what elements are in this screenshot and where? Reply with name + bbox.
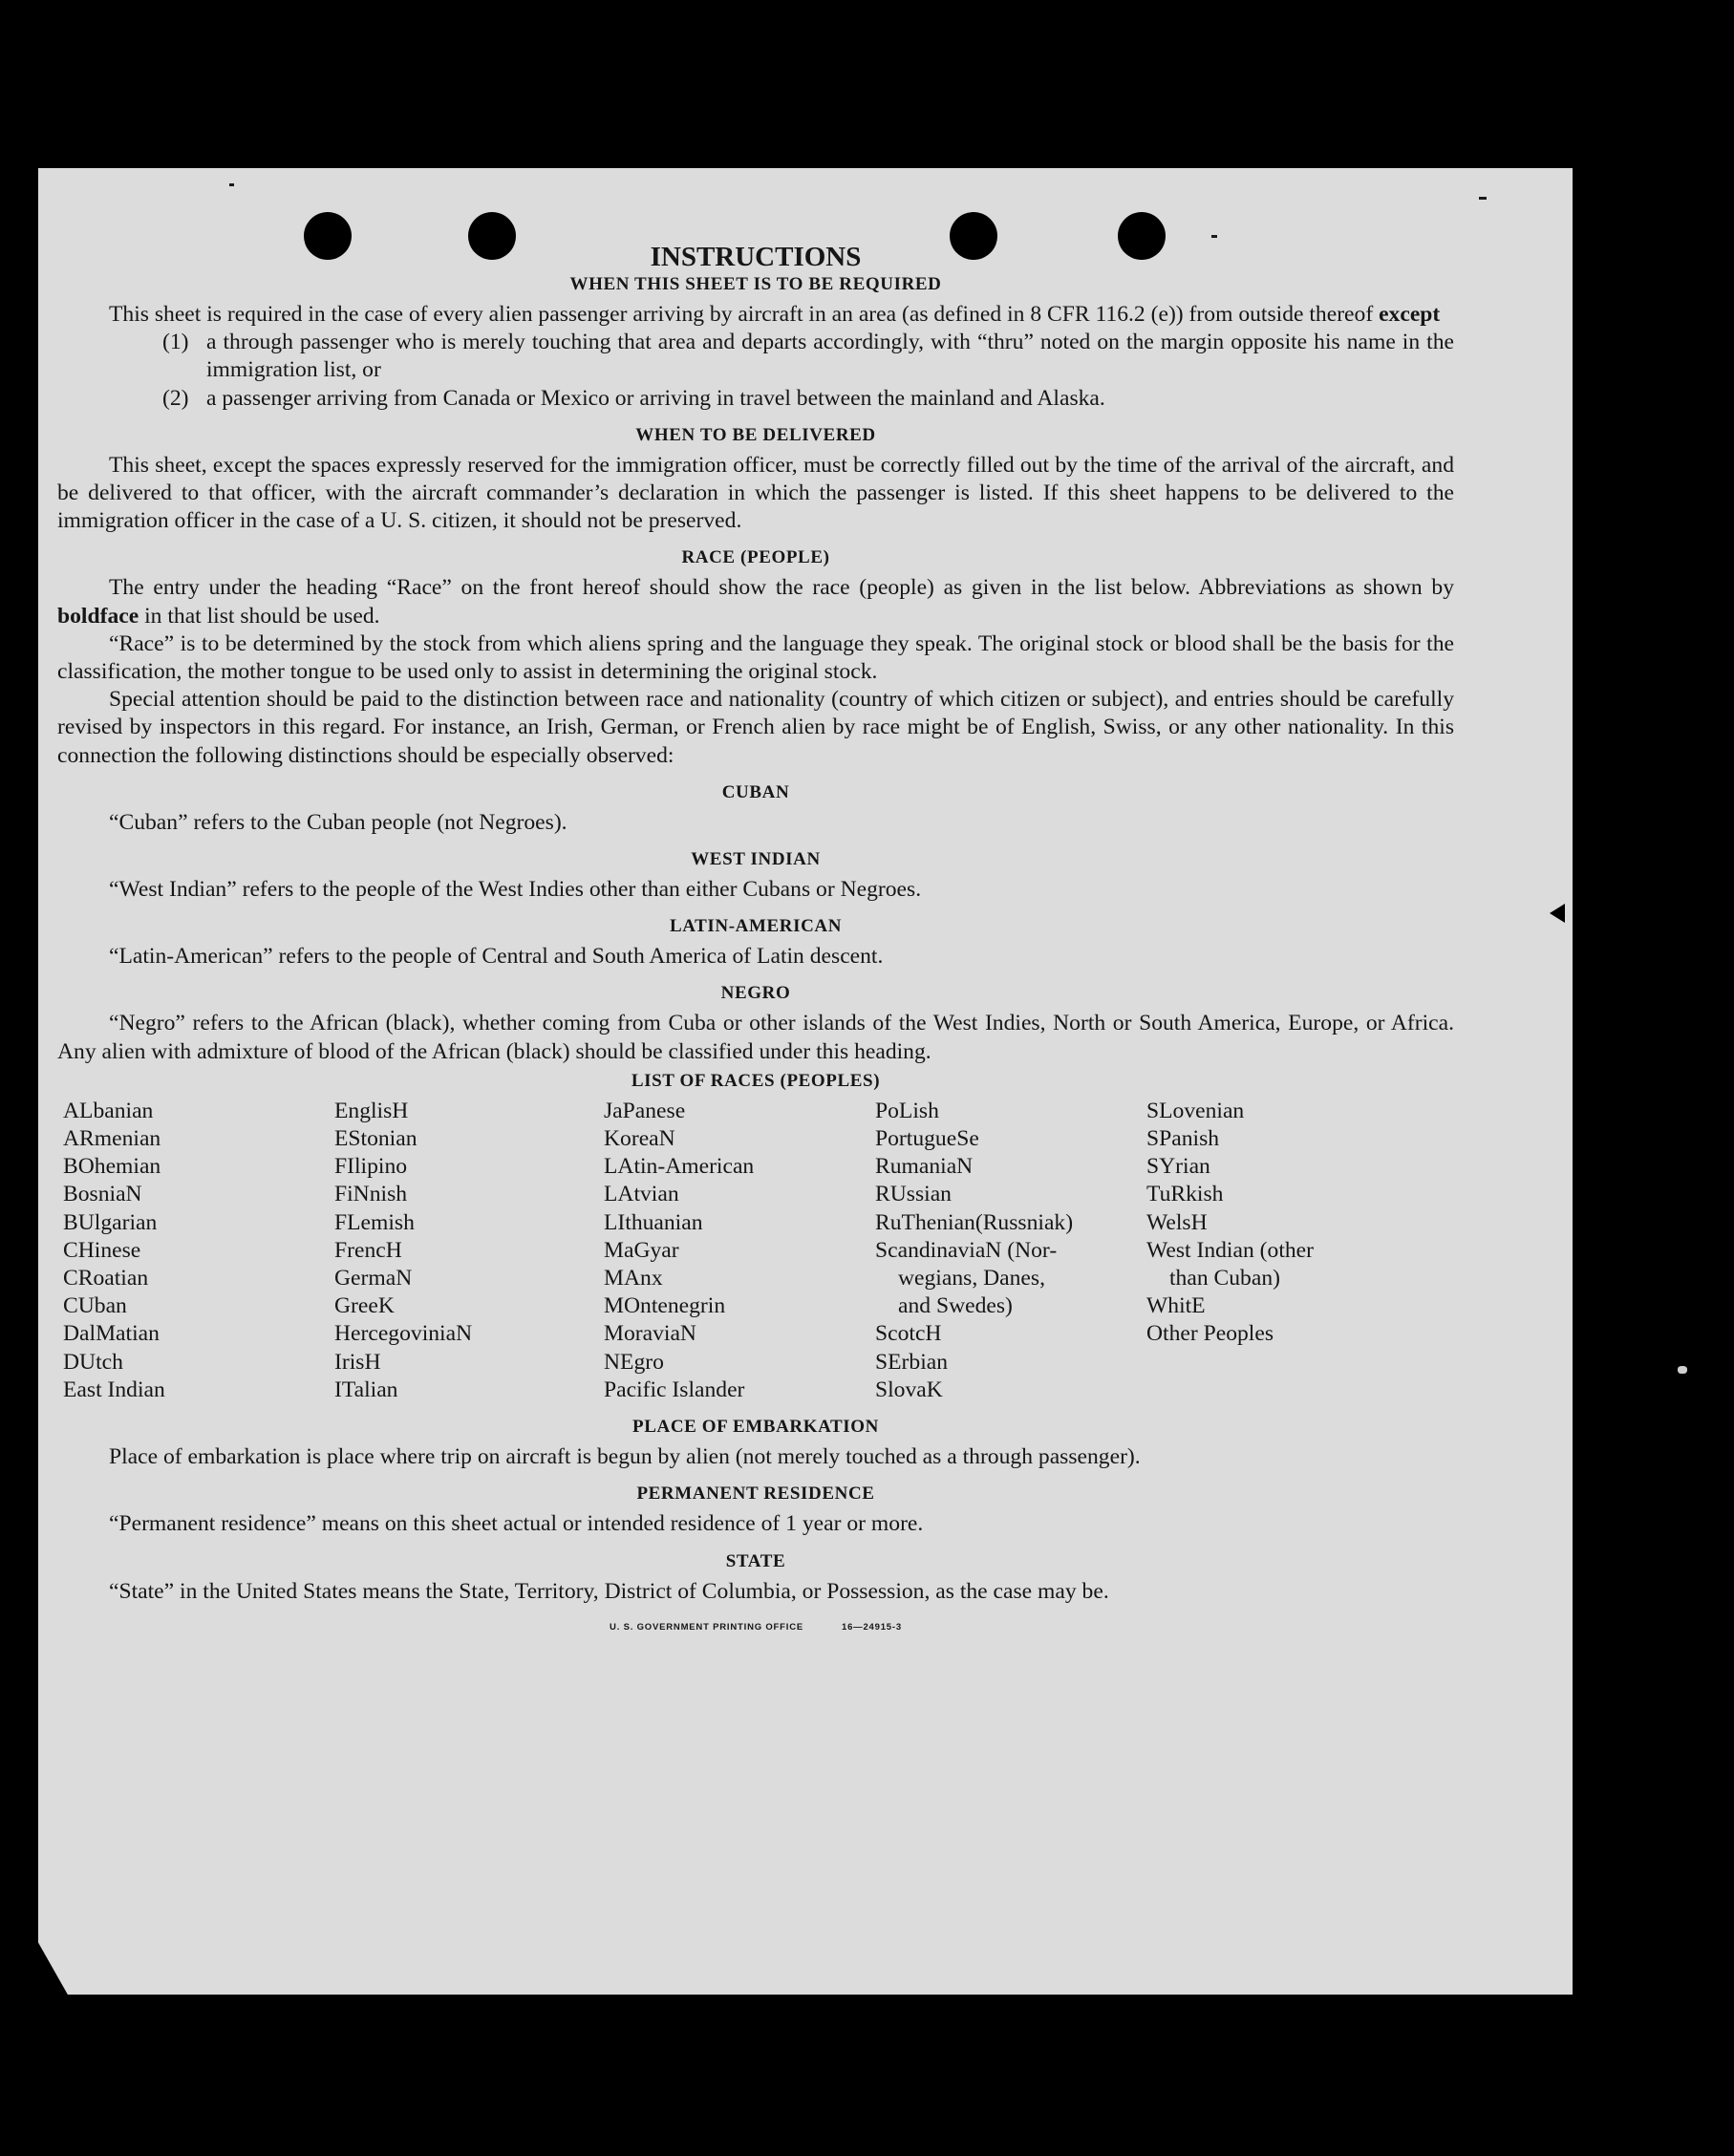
heading-race: RACE (PEOPLE) bbox=[681, 547, 830, 568]
race-entry: RuThenian(Russniak) bbox=[875, 1209, 1074, 1235]
race-entry: EnglisH bbox=[334, 1098, 409, 1123]
edge-tab bbox=[1550, 904, 1565, 923]
sheet-content bbox=[57, 241, 1454, 1641]
race-entry: PoLish bbox=[875, 1098, 939, 1123]
scan-speck bbox=[1211, 235, 1217, 238]
race-entry: HercegoviniaN bbox=[334, 1321, 473, 1347]
races-column bbox=[334, 1098, 604, 1404]
race-entry: MAnx bbox=[604, 1266, 663, 1291]
race-entry: MOntenegrin bbox=[604, 1293, 726, 1319]
west-indian-text: “West Indian” refers to the people of the West Indies other than either Cubans or Negroes. bbox=[109, 877, 922, 903]
race-entry: ScotcH bbox=[875, 1321, 942, 1347]
heading-when-delivered: WHEN TO BE DELIVERED bbox=[635, 424, 876, 445]
race-entry: DalMatian bbox=[63, 1321, 160, 1347]
negro-text: “Negro” refers to the African (black), whether coming from Cuba or other islands of the West Indies, North or South America, Europe, or Africa. Any alien with admixture of blood of the African (black) should be classified under this heading. bbox=[57, 1011, 1454, 1064]
race-entry: wegians, Danes, bbox=[898, 1266, 1045, 1291]
when-required-intro: This sheet is required in the case of every alien passenger arriving by aircraft in an area (as defined in 8 CFR 116.2 (e)) from outside thereof except bbox=[109, 302, 1441, 327]
race-entry: LIthuanian bbox=[604, 1209, 703, 1235]
race-entry: SErbian bbox=[875, 1349, 949, 1375]
race-entry: ARmenian bbox=[63, 1126, 161, 1152]
race-entry: TuRkish bbox=[1146, 1182, 1224, 1207]
race-entry: than Cuban) bbox=[1169, 1266, 1280, 1291]
race-entry: MoraviaN bbox=[604, 1321, 696, 1347]
race-entry: CUban bbox=[63, 1293, 127, 1319]
heading-state: STATE bbox=[725, 1550, 786, 1571]
race-entry: SLovenian bbox=[1146, 1098, 1245, 1123]
race-entry: and Swedes) bbox=[898, 1293, 1013, 1319]
races-column bbox=[604, 1098, 875, 1404]
when-delivered-text: This sheet, except the spaces expressly reserved for the immigration officer, must be correctly filled out by the time of the arrival of the aircraft, and be delivered to that officer, with the aircraft commander’s declaration in which the passenger is listed. If this sheet happens to be delivered to the immigration officer in the case of a U. S. citizen, it should not be preserved. bbox=[57, 452, 1454, 534]
race-entry: RUssian bbox=[875, 1182, 952, 1207]
scan-speck bbox=[1479, 197, 1487, 200]
heading-list-of-races: LIST OF RACES (PEOPLES) bbox=[631, 1070, 881, 1091]
embarkation-text: Place of embarkation is place where trip on aircraft is begun by alien (not merely touched as a through passenger). bbox=[109, 1444, 1141, 1470]
race-entry: KoreaN bbox=[604, 1126, 675, 1152]
race-entry: SPanish bbox=[1146, 1126, 1220, 1152]
race-paragraph-1: The entry under the heading “Race” on the front hereof should show the race (people) as given in the list below. Abbreviations as shown by boldface in that list should be used. bbox=[57, 575, 1454, 629]
race-entry: DUtch bbox=[63, 1349, 123, 1375]
race-entry: BUlgarian bbox=[63, 1209, 158, 1235]
race-entry: BosniaN bbox=[63, 1182, 142, 1207]
heading-cuban: CUBAN bbox=[721, 781, 790, 802]
race-entry: LAtvian bbox=[604, 1182, 679, 1207]
race-entry: SYrian bbox=[1146, 1154, 1210, 1180]
race-entry: East Indian bbox=[63, 1377, 165, 1402]
race-entry: FLemish bbox=[334, 1209, 415, 1235]
cuban-text: “Cuban” refers to the Cuban people (not Negroes). bbox=[109, 809, 567, 835]
race-entry: MaGyar bbox=[604, 1237, 679, 1263]
instruction-sheet bbox=[38, 168, 1573, 1995]
race-entry: EStonian bbox=[334, 1126, 417, 1152]
races-list bbox=[63, 1098, 1454, 1404]
scan-speck bbox=[229, 183, 234, 186]
heading-negro: NEGRO bbox=[720, 983, 791, 1004]
exception-item: (2) a passenger arriving from Canada or Mexico or arriving in travel between the mainland and Alaska. bbox=[162, 385, 1105, 411]
latin-american-text: “Latin-American” refers to the people of Central and South America of Latin descent. bbox=[109, 944, 884, 970]
race-entry: CRoatian bbox=[63, 1266, 149, 1291]
heading-permanent-residence: PERMANENT RESIDENCE bbox=[636, 1484, 875, 1505]
race-entry: NEgro bbox=[604, 1349, 664, 1375]
race-paragraph-2: “Race” is to be determined by the stock from which aliens spring and the language they speak. The original stock or blood shall be the basis for the classification, the mother tongue to be used only to assist in determining the original stock. bbox=[57, 630, 1454, 685]
heading-embarkation: PLACE OF EMBARKATION bbox=[632, 1417, 879, 1438]
race-entry: FIlipino bbox=[334, 1154, 408, 1180]
race-entry: ITalian bbox=[334, 1377, 398, 1402]
heading-when-required: WHEN THIS SHEET IS TO BE REQUIRED bbox=[569, 274, 942, 294]
race-entry: LAtin-American bbox=[604, 1154, 755, 1180]
race-entry: WhitE bbox=[1146, 1293, 1206, 1319]
exception-item: (1) a through passenger who is merely touching that area and departs accordingly, with “thru” noted on the margin opposite his name in the immigration list, or bbox=[162, 330, 1454, 383]
race-entry: GermaN bbox=[334, 1266, 413, 1291]
race-entry: Pacific Islander bbox=[604, 1377, 745, 1402]
races-column bbox=[1146, 1098, 1414, 1404]
race-entry: FrencH bbox=[334, 1237, 402, 1263]
race-entry: PortugueSe bbox=[875, 1126, 979, 1152]
residence-text: “Permanent residence” means on this sheet actual or intended residence of 1 year or more. bbox=[109, 1511, 924, 1537]
page-title: INSTRUCTIONS bbox=[650, 242, 862, 272]
race-entry: JaPanese bbox=[604, 1098, 686, 1123]
heading-latin-american: LATIN-AMERICAN bbox=[669, 916, 843, 937]
race-entry: GreeK bbox=[334, 1293, 395, 1319]
state-text: “State” in the United States means the State, Territory, District of Columbia, or Possession, as the case may be. bbox=[109, 1578, 1109, 1604]
race-entry: WelsH bbox=[1146, 1209, 1208, 1235]
race-paragraph-3: Special attention should be paid to the distinction between race and nationality (country of which citizen or subject), and entries should be carefully revised by inspectors in this regard. For instance, an Irish, German, or French alien by race might be of English, Swiss, or any other nationality. In this connection the following distinctions should be especially observed: bbox=[57, 687, 1454, 768]
scan-speck bbox=[1678, 1366, 1687, 1374]
races-column bbox=[875, 1098, 1146, 1404]
race-entry: IrisH bbox=[334, 1349, 381, 1375]
race-entry: BOhemian bbox=[63, 1154, 161, 1180]
race-entry: West Indian (other bbox=[1146, 1237, 1314, 1263]
race-entry: FiNnish bbox=[334, 1182, 408, 1207]
race-entry: SlovaK bbox=[875, 1377, 943, 1402]
race-entry: RumaniaN bbox=[875, 1154, 974, 1180]
race-entry: ALbanian bbox=[63, 1098, 154, 1123]
heading-west-indian: WEST INDIAN bbox=[691, 849, 821, 870]
race-entry: ScandinaviaN (Nor- bbox=[875, 1237, 1058, 1263]
race-entry: CHinese bbox=[63, 1237, 141, 1263]
races-column bbox=[63, 1098, 334, 1404]
printer-imprint: U. S. GOVERNMENT PRINTING OFFICE 16—24915-3 bbox=[610, 1621, 902, 1633]
race-entry: Other Peoples bbox=[1146, 1321, 1274, 1347]
